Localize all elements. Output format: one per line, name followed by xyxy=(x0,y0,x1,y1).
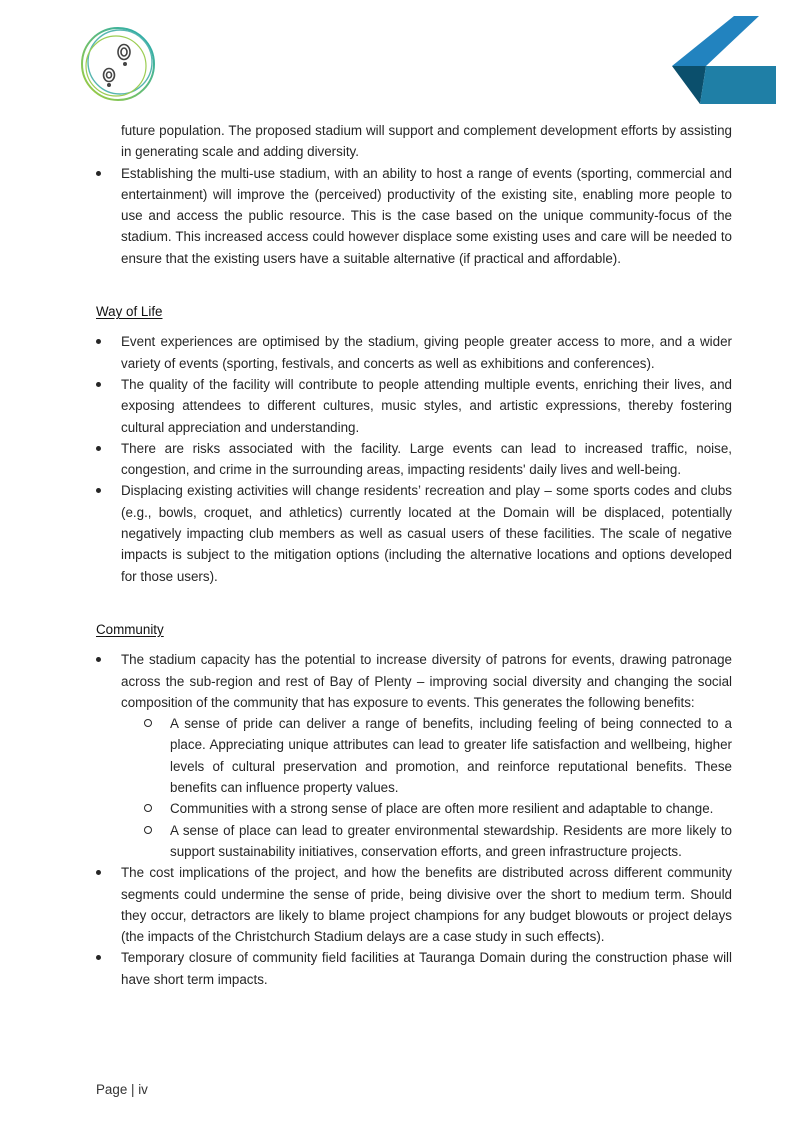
community-sub-bullet-list xyxy=(96,713,732,862)
list-item: The stadium capacity has the potential to increase diversity of patrons for events, drawing patronage across the sub-region and rest of Bay of Plenty – improving social diversity and changing the social composition of the community that has exposure to events. This generates the following benefits: xyxy=(96,649,732,713)
bullet-icon xyxy=(96,657,101,662)
intro-bullet-list xyxy=(96,163,732,269)
blue-chevron-logo xyxy=(670,14,778,104)
bullet-icon xyxy=(96,488,101,493)
list-item: Temporary closure of community field facilities at Tauranga Domain during the construction phase will have short term impacts. xyxy=(96,947,732,990)
bullet-icon xyxy=(96,382,101,387)
page-number: Page | iv xyxy=(96,1082,148,1097)
intro-continued-text: future population. The proposed stadium will support and complement development efforts by assisting in generating scale and adding diversity. xyxy=(121,123,732,160)
bullet-icon xyxy=(96,955,101,960)
list-item: Event experiences are optimised by the stadium, giving people greater access to more, and a wider variety of events (sporting, festivals, and concerts as well as exhibitions and conferences). xyxy=(96,331,732,374)
list-item: Establishing the multi-use stadium, with an ability to host a range of events (sporting, commercial and entertainment) will improve the (perceived) productivity of the existing site, enabling more people to use and access the public resource. This is the case based on the unique community-focus of the stadium. This increased access could however displace some existing uses and care will be needed to ensure that the existing users have a suitable alternative (if practical and affordable). xyxy=(96,163,732,269)
community-heading: Community xyxy=(96,621,164,637)
list-item: Displacing existing activities will change residents’ recreation and play – some sports codes and clubs (e.g., bowls, croquet, and athletics) currently located at the Domain will be displaced, potentially negatively impacting club members as well as casual users of these facilities. The scale of negative impacts is subject to the mitigation options (including the alternative locations and options developed for those users). xyxy=(96,480,732,586)
list-item: The quality of the facility will contribute to people attending multiple events, enriching their lives, and exposing attendees to different cultures, music styles, and artistic expressions, thereby fostering cultural appreciation and understanding. xyxy=(96,374,732,438)
hollow-circle-bullet-icon xyxy=(144,826,152,834)
sub-list-item: A sense of pride can deliver a range of benefits, including feeling of being connected to a place. Appreciating unique attributes can lead to greater life satisfaction and wellbeing, higher levels of cultural preservation and promotion, and reinforce reputational benefits. These benefits can influence property values. xyxy=(96,713,732,798)
community-bullet-list-2 xyxy=(96,862,732,990)
list-item: There are risks associated with the facility. Large events can lead to increased traffic, noise, congestion, and crime in the surrounding areas, impacting residents' daily lives and well-being. xyxy=(96,438,732,481)
bullet-icon xyxy=(96,171,101,176)
sub-list-item: Communities with a strong sense of place are often more resilient and adaptable to change. xyxy=(96,798,732,819)
way-of-life-bullet-list xyxy=(96,331,732,587)
hollow-circle-bullet-icon xyxy=(144,719,152,727)
footprints-circle-logo xyxy=(78,24,158,104)
page-content xyxy=(96,120,732,990)
list-item: The cost implications of the project, and how the benefits are distributed across different community segments could undermine the sense of pride, being divisive over the short to medium term. Should they occur, detractors are likely to blame project champions for any budget blowouts or project delays (the impacts of the Christchurch Stadium delays are a case study in such effects). xyxy=(96,862,732,947)
bullet-icon xyxy=(96,446,101,451)
bullet-icon xyxy=(96,870,101,875)
hollow-circle-bullet-icon xyxy=(144,804,152,812)
bullet-icon xyxy=(96,339,101,344)
way-of-life-heading: Way of Life xyxy=(96,304,163,320)
community-bullet-list xyxy=(96,649,732,713)
sub-list-item: A sense of place can lead to greater environmental stewardship. Residents are more likely to support sustainability initiatives, conservation efforts, and green infrastructure projects. xyxy=(96,820,732,863)
